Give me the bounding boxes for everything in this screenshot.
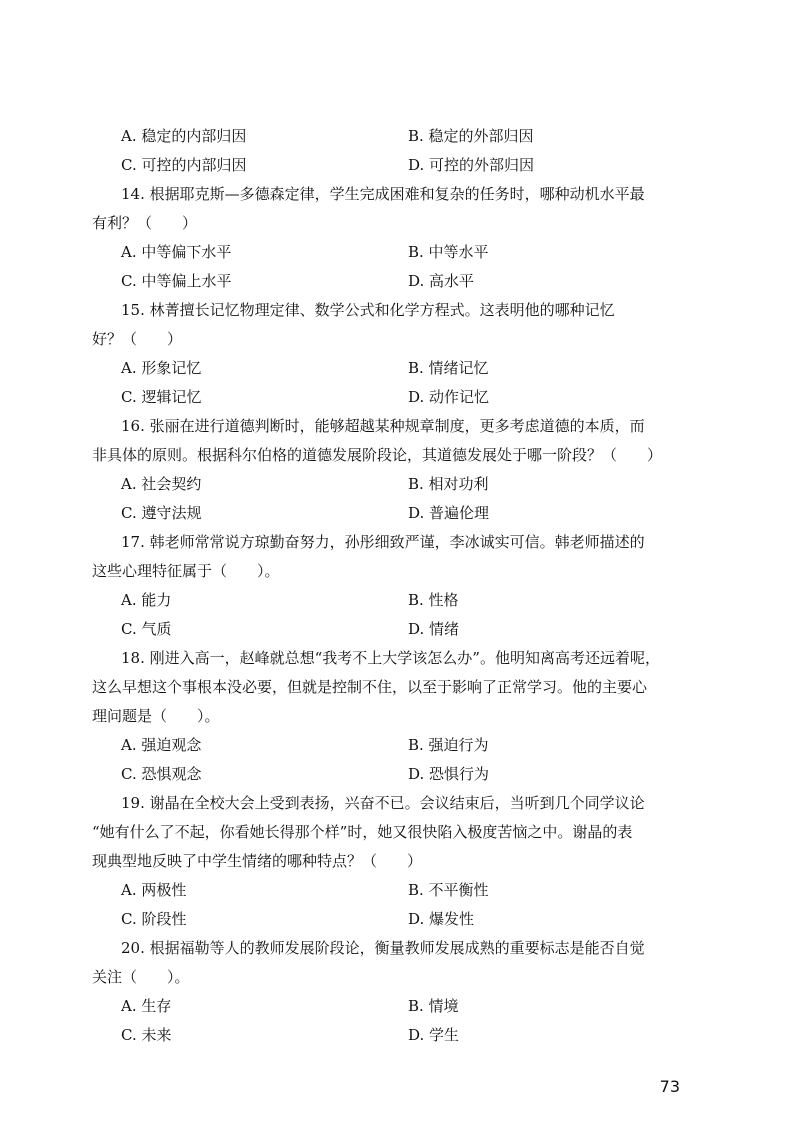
page-number: 73 bbox=[659, 1077, 680, 1096]
question-20 bbox=[92, 934, 692, 1050]
question-stem-line: 理问题是（ ）。 bbox=[92, 707, 220, 725]
option-row bbox=[92, 615, 692, 644]
question-stem-line: 好？（ ） bbox=[92, 330, 183, 348]
option-c: C. 逻辑记忆 bbox=[121, 388, 202, 406]
option-a: A. 中等偏下水平 bbox=[121, 243, 232, 261]
question-18 bbox=[92, 644, 692, 789]
option-d: D. 恐惧行为 bbox=[408, 765, 490, 783]
option-a: A. 稳定的内部归因 bbox=[121, 127, 247, 145]
option-b: B. 情绪记忆 bbox=[408, 359, 489, 377]
option-b: B. 稳定的外部归因 bbox=[408, 127, 534, 145]
option-c: C. 可控的内部归因 bbox=[121, 156, 247, 174]
question-19 bbox=[92, 789, 692, 934]
question-14 bbox=[92, 180, 692, 296]
option-d: D. 情绪 bbox=[408, 620, 460, 638]
question-13-options bbox=[92, 122, 692, 180]
option-a: A. 生存 bbox=[121, 997, 172, 1015]
question-stem-text: 17. 韩老师常常说方琼勤奋努力，孙彤细致严谨，李冰诚实可信。韩老师描述的 bbox=[121, 533, 645, 551]
option-row bbox=[92, 586, 692, 615]
question-stem-line bbox=[92, 644, 692, 673]
option-d: D. 爆发性 bbox=[408, 910, 475, 928]
option-b: B. 不平衡性 bbox=[408, 881, 489, 899]
question-stem-line bbox=[92, 528, 692, 557]
option-a: A. 能力 bbox=[121, 591, 172, 609]
option-b: B. 性格 bbox=[408, 591, 459, 609]
option-d: D. 高水平 bbox=[408, 272, 475, 290]
option-row bbox=[92, 876, 692, 905]
question-stem-text: 15. 林菁擅长记忆物理定律、数学公式和化学方程式。这表明他的哪种记忆 bbox=[121, 301, 615, 319]
option-c: C. 未来 bbox=[121, 1026, 172, 1044]
option-d: D. 动作记忆 bbox=[408, 388, 490, 406]
option-a: A. 两极性 bbox=[121, 881, 187, 899]
question-stem-line: 这么早想这个事根本没必要，但就是控制不住，以至于影响了正常学习。他的主要心 bbox=[92, 678, 648, 696]
option-row bbox=[92, 499, 692, 528]
question-stem-line bbox=[92, 934, 692, 963]
option-row bbox=[92, 905, 692, 934]
option-row bbox=[92, 760, 692, 789]
option-row bbox=[92, 122, 692, 151]
option-row bbox=[92, 992, 692, 1021]
page-content bbox=[92, 122, 692, 1050]
option-c: C. 遵守法规 bbox=[121, 504, 202, 522]
question-stem-line bbox=[92, 180, 692, 209]
question-16 bbox=[92, 412, 692, 528]
question-stem-line: 非具体的原则。根据科尔伯格的道德发展阶段论，其道德发展处于哪一阶段？（ ） bbox=[92, 446, 663, 464]
option-a: A. 强迫观念 bbox=[121, 736, 202, 754]
question-17 bbox=[92, 528, 692, 644]
option-a: A. 形象记忆 bbox=[121, 359, 202, 377]
option-a: A. 社会契约 bbox=[121, 475, 202, 493]
option-b: B. 相对功利 bbox=[408, 475, 489, 493]
question-stem-line bbox=[92, 412, 692, 441]
option-b: B. 中等水平 bbox=[408, 243, 489, 261]
question-stem-text: 16. 张丽在进行道德判断时，能够超越某种规章制度，更多考虑道德的本质，而 bbox=[121, 417, 645, 435]
question-stem-text: 20. 根据福勒等人的教师发展阶段论，衡量教师发展成熟的重要标志是能否自觉 bbox=[121, 939, 645, 957]
question-stem-line: 关注（ ）。 bbox=[92, 968, 190, 986]
question-15 bbox=[92, 296, 692, 412]
option-b: B. 强迫行为 bbox=[408, 736, 489, 754]
option-d: D. 普遍伦理 bbox=[408, 504, 490, 522]
question-stem-line: 现典型地反映了中学生情绪的哪种特点？（ ） bbox=[92, 852, 423, 870]
option-row bbox=[92, 267, 692, 296]
option-d: D. 可控的外部归因 bbox=[408, 156, 535, 174]
option-c: C. 中等偏上水平 bbox=[121, 272, 232, 290]
option-row bbox=[92, 470, 692, 499]
option-row bbox=[92, 1021, 692, 1050]
option-b: B. 情境 bbox=[408, 997, 459, 1015]
option-row bbox=[92, 151, 692, 180]
question-stem-text: 14. 根据耶克斯—多德森定律，学生完成困难和复杂的任务时，哪种动机水平最 bbox=[121, 185, 645, 203]
option-row bbox=[92, 383, 692, 412]
question-stem-line: “她有什么了不起，你看她长得那个样”时，她又很快陷入极度苦恼之中。谢晶的表 bbox=[92, 823, 633, 841]
option-row bbox=[92, 731, 692, 760]
question-stem-line: 有利？（ ） bbox=[92, 214, 198, 232]
option-d: D. 学生 bbox=[408, 1026, 460, 1044]
option-row bbox=[92, 354, 692, 383]
option-c: C. 气质 bbox=[121, 620, 172, 638]
question-stem-line: 这些心理特征属于（ ）。 bbox=[92, 562, 280, 580]
question-stem-text: 18. 刚进入高一，赵峰就总想“我考不上大学该怎么办”。他明知离高考还远着呢， bbox=[121, 649, 660, 667]
question-stem-text: 19. 谢晶在全校大会上受到表扬，兴奋不已。会议结束后，当听到几个同学议论 bbox=[121, 794, 645, 812]
question-stem-line bbox=[92, 789, 692, 818]
option-c: C. 阶段性 bbox=[121, 910, 187, 928]
question-stem-line bbox=[92, 296, 692, 325]
option-row bbox=[92, 238, 692, 267]
option-c: C. 恐惧观念 bbox=[121, 765, 202, 783]
